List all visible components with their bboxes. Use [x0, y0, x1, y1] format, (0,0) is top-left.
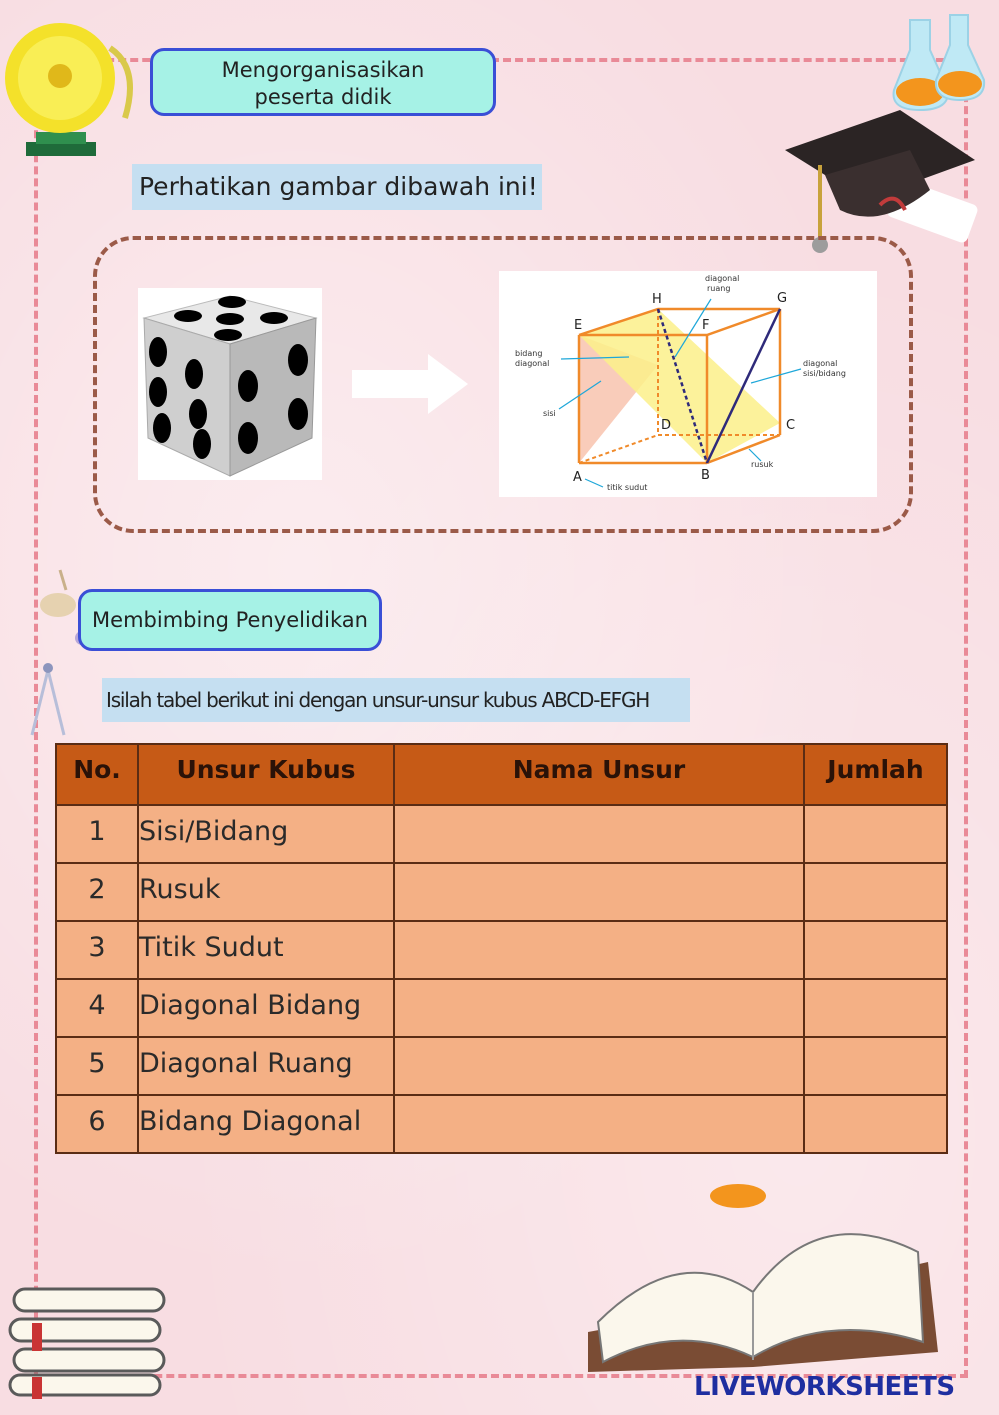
- jumlah-input[interactable]: [804, 1037, 947, 1095]
- vertex-g-label: G: [777, 291, 788, 306]
- table-row: [56, 921, 947, 979]
- book-stack-icon: [6, 1283, 168, 1399]
- vertex-b-label: B: [701, 468, 710, 483]
- row-number: 5: [56, 1037, 138, 1095]
- cube-elements-table: [55, 743, 948, 1154]
- table-row: [56, 863, 947, 921]
- organize-students-badge: [150, 48, 496, 116]
- jumlah-input[interactable]: [804, 921, 947, 979]
- vertex-h-label: H: [652, 292, 662, 307]
- row-element: Titik Sudut: [138, 921, 394, 979]
- rusuk-label: rusuk: [751, 460, 774, 469]
- nama-unsur-input[interactable]: [394, 979, 804, 1037]
- nama-unsur-input[interactable]: [394, 1037, 804, 1095]
- liveworksheets-logo[interactable]: LIVEWORKSHEETS: [694, 1372, 955, 1402]
- bidang-diagonal-label-1: bidang: [515, 349, 543, 358]
- header-no: No.: [56, 744, 138, 805]
- header-nama-unsur: Nama Unsur: [394, 744, 804, 805]
- nama-unsur-input[interactable]: [394, 921, 804, 979]
- jumlah-input[interactable]: [804, 863, 947, 921]
- table-row: [56, 805, 947, 863]
- vertex-e-label: E: [574, 318, 583, 333]
- instruction-look-at-picture: Perhatikan gambar dibawah ini!: [132, 164, 542, 210]
- jumlah-input[interactable]: [804, 805, 947, 863]
- organize-line-1: Mengorganisasikan: [221, 58, 425, 82]
- row-element: Diagonal Bidang: [138, 979, 394, 1037]
- open-book-icon: [578, 1182, 948, 1382]
- bidang-diagonal-label-2: diagonal: [515, 359, 550, 368]
- vertex-d-label: D: [661, 418, 672, 433]
- table-header-row: [56, 744, 947, 805]
- cube-diagram: [499, 271, 877, 497]
- row-element: Diagonal Ruang: [138, 1037, 394, 1095]
- diagonal-ruang-label-2: ruang: [707, 284, 731, 293]
- jumlah-input[interactable]: [804, 979, 947, 1037]
- row-number: 6: [56, 1095, 138, 1153]
- graduation-cap-icon: [780, 90, 980, 260]
- row-number: 1: [56, 805, 138, 863]
- table-row: [56, 979, 947, 1037]
- header-jumlah: Jumlah: [804, 744, 947, 805]
- diagonal-sisi-label-1: diagonal: [803, 359, 838, 368]
- titik-sudut-label: titik sudut: [607, 483, 648, 492]
- dice-image: [138, 288, 322, 480]
- vertex-a-label: A: [573, 470, 582, 485]
- header-unsur-kubus: Unsur Kubus: [138, 744, 394, 805]
- bell-icon: [0, 18, 150, 160]
- guide-investigation-badge: Membimbing Penyelidikan: [78, 589, 382, 651]
- row-element: Bidang Diagonal: [138, 1095, 394, 1153]
- jumlah-input[interactable]: [804, 1095, 947, 1153]
- arrow-right-icon: [352, 354, 468, 414]
- vertex-f-label: F: [702, 318, 710, 333]
- diagonal-ruang-label-1: diagonal: [705, 274, 740, 283]
- organize-line-2: peserta didik: [254, 85, 392, 109]
- row-element: Sisi/Bidang: [138, 805, 394, 863]
- nama-unsur-input[interactable]: [394, 805, 804, 863]
- table-row: [56, 1037, 947, 1095]
- nama-unsur-input[interactable]: [394, 1095, 804, 1153]
- row-number: 2: [56, 863, 138, 921]
- diagonal-sisi-label-2: sisi/bidang: [803, 369, 846, 378]
- nama-unsur-input[interactable]: [394, 863, 804, 921]
- instruction-fill-table: Isilah tabel berikut ini dengan unsur-unsur kubus ABCD-EFGH: [102, 678, 690, 722]
- vertex-c-label: C: [786, 418, 796, 433]
- table-row: [56, 1095, 947, 1153]
- row-number: 3: [56, 921, 138, 979]
- row-element: Rusuk: [138, 863, 394, 921]
- compass-icon: [18, 560, 88, 740]
- row-number: 4: [56, 979, 138, 1037]
- sisi-label: sisi: [543, 409, 556, 418]
